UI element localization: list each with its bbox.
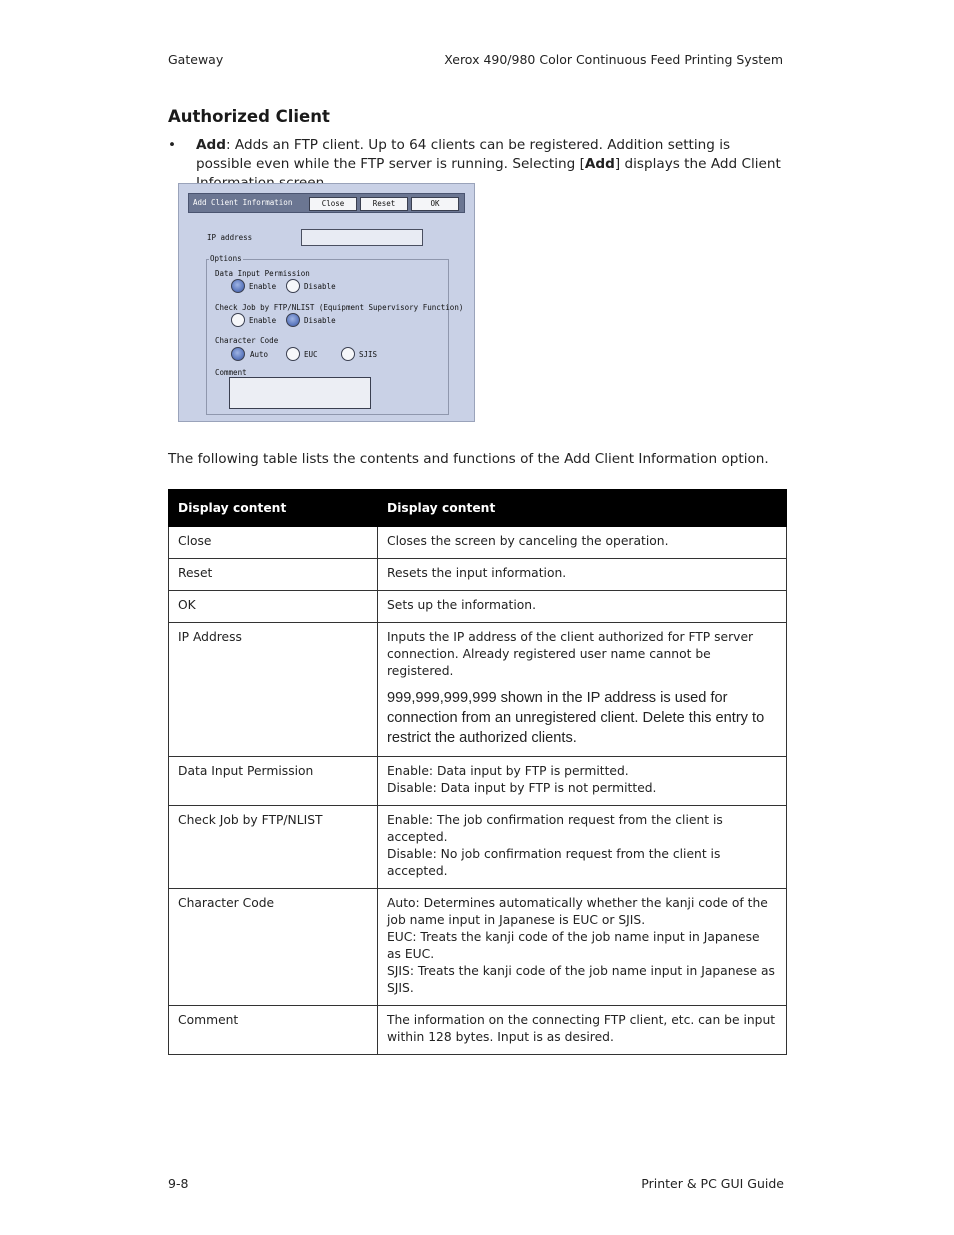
row-description xyxy=(378,889,787,1006)
row-item: OK xyxy=(169,591,378,623)
char-code-auto-radio[interactable] xyxy=(231,347,245,361)
guide-title: Printer & PC GUI Guide xyxy=(641,1176,784,1191)
bullet-text-1: : Adds an FTP client. Up to 64 clients can be registered. Addition setting is possible even while the FTP server is running. Selecting [ xyxy=(196,137,731,172)
dialog-title: Add Client Information xyxy=(193,198,293,207)
table-row xyxy=(169,591,787,623)
ok-button[interactable]: OK xyxy=(411,197,459,211)
row-item: Data Input Permission xyxy=(169,757,378,806)
description-line: Disable: No job confirmation request from the client is accepted. xyxy=(387,847,721,878)
data-input-enable-radio[interactable] xyxy=(231,279,245,293)
table-row xyxy=(169,623,787,757)
table-row xyxy=(169,527,787,559)
row-description xyxy=(378,757,787,806)
page-number: 9-8 xyxy=(168,1176,189,1191)
comment-input[interactable] xyxy=(229,377,371,409)
table-body xyxy=(169,527,787,1055)
data-input-enable-label: Enable xyxy=(249,282,277,291)
row-description xyxy=(378,623,787,757)
description-note: 999,999,999,999 shown in the IP address is used for connection from an unregistered client. Delete this entry to restrict the authorized clients. xyxy=(387,690,765,746)
table-row xyxy=(169,806,787,889)
description-line: Sets up the information. xyxy=(387,598,536,612)
row-description xyxy=(378,806,787,889)
table-header-cell: Display content xyxy=(169,490,378,527)
row-item: Character Code xyxy=(169,889,378,1006)
char-code-euc-radio[interactable] xyxy=(286,347,300,361)
description-line: Enable: The job confirmation request from the client is accepted. xyxy=(387,813,723,844)
table-row xyxy=(169,559,787,591)
data-input-disable-radio[interactable] xyxy=(286,279,300,293)
header-product: Xerox 490/980 Color Continuous Feed Printing System xyxy=(444,52,783,67)
bullet-dot: • xyxy=(168,137,177,153)
description-line: SJIS: Treats the kanji code of the job name input in Japanese as SJIS. xyxy=(387,964,775,995)
check-job-disable-label: Disable xyxy=(304,316,336,325)
options-label: Options xyxy=(210,254,242,263)
intro-paragraph: The following table lists the contents and functions of the Add Client Information option. xyxy=(168,451,769,467)
table-header-cell: Display content xyxy=(378,490,787,527)
header-chapter: Gateway xyxy=(168,52,224,67)
ip-address-label: IP address xyxy=(207,233,253,242)
check-job-label: Check Job by FTP/NLIST (Equipment Supervisory Function) xyxy=(215,303,464,312)
description-line: Disable: Data input by FTP is not permitted. xyxy=(387,781,657,795)
check-job-enable-radio[interactable] xyxy=(231,313,245,327)
section-title: Authorized Client xyxy=(168,107,330,126)
close-button[interactable]: Close xyxy=(309,197,357,211)
row-item: Check Job by FTP/NLIST xyxy=(169,806,378,889)
row-item: Comment xyxy=(169,1006,378,1055)
bullet-term: Add xyxy=(196,137,226,153)
table-row xyxy=(169,1006,787,1055)
description-line: Inputs the IP address of the client authorized for FTP server connection. Already registered user name cannot be registered. xyxy=(387,630,754,678)
table-row xyxy=(169,757,787,806)
row-description xyxy=(378,559,787,591)
description-line: Resets the input information. xyxy=(387,566,567,580)
ip-address-input[interactable] xyxy=(301,229,423,246)
description-line: EUC: Treats the kanji code of the job name input in Japanese as EUC. xyxy=(387,930,760,961)
row-description xyxy=(378,527,787,559)
row-item: IP Address xyxy=(169,623,378,757)
check-job-disable-radio[interactable] xyxy=(286,313,300,327)
bullet-term-2: Add xyxy=(584,156,615,172)
data-input-permission-label: Data Input Permission xyxy=(215,269,310,278)
description-line: Auto: Determines automatically whether the kanji code of the job name input in Japanese is EUC or SJIS. xyxy=(387,896,768,927)
char-code-sjis-label: SJIS xyxy=(359,350,378,359)
table-row xyxy=(169,889,787,1006)
comment-label: Comment xyxy=(215,368,247,377)
row-description xyxy=(378,591,787,623)
char-code-auto-label: Auto xyxy=(250,350,269,359)
description-line: The information on the connecting FTP client, etc. can be input within 128 bytes. Input is as desired. xyxy=(387,1013,776,1044)
add-client-info-table xyxy=(168,489,787,1055)
data-input-disable-label: Disable xyxy=(304,282,336,291)
dialog-titlebar xyxy=(188,193,465,213)
character-code-label: Character Code xyxy=(215,336,279,345)
add-client-information-screenshot xyxy=(178,183,475,422)
table-header-row xyxy=(169,490,787,527)
description-line: Closes the screen by canceling the operation. xyxy=(387,534,669,548)
description-line: Enable: Data input by FTP is permitted. xyxy=(387,764,629,778)
bullet-text-2: ] displays the Add Client xyxy=(614,156,781,172)
char-code-sjis-radio[interactable] xyxy=(341,347,355,361)
row-item: Reset xyxy=(169,559,378,591)
reset-button[interactable]: Reset xyxy=(360,197,408,211)
row-item: Close xyxy=(169,527,378,559)
char-code-euc-label: EUC xyxy=(304,350,318,359)
row-description xyxy=(378,1006,787,1055)
check-job-enable-label: Enable xyxy=(249,316,277,325)
